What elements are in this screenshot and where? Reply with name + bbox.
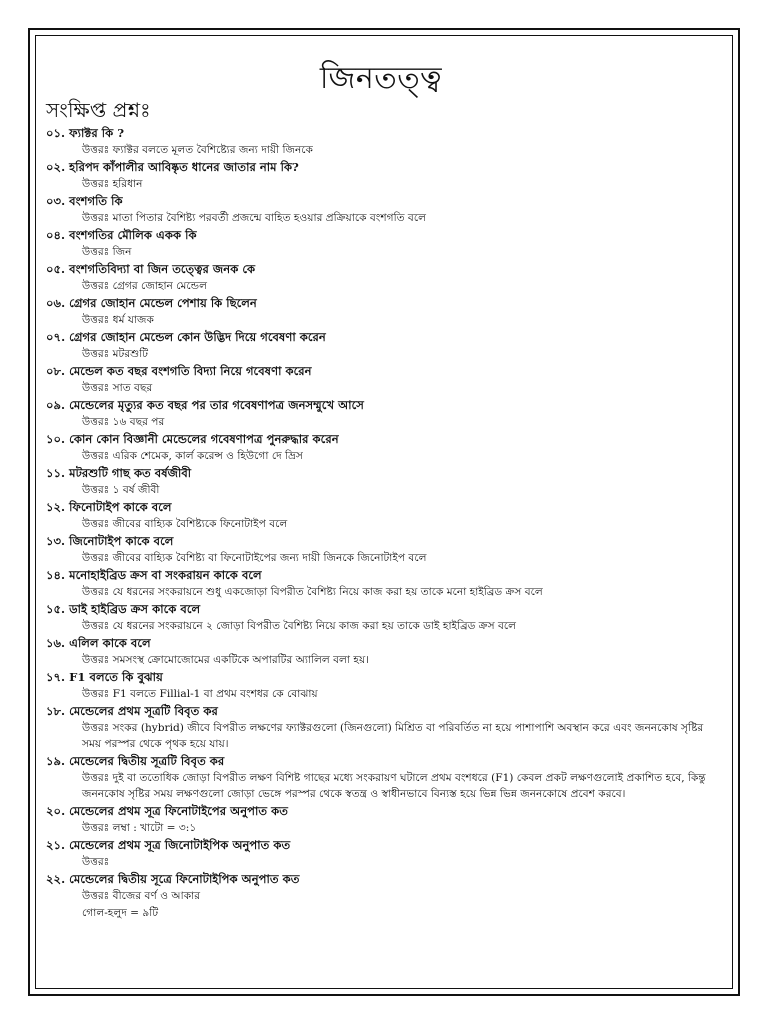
question-number: ০৪. (46, 228, 66, 242)
question-text: মেন্ডেলের প্রথম সূত্র ফিনোটাইপের অনুপাত কত (69, 804, 288, 818)
question (46, 227, 716, 244)
question (46, 871, 716, 888)
question-text: মেন্ডেলের দ্বিতীয় সূত্রে ফিনোটাইপিক অনুপাত কত (69, 872, 300, 886)
answer: উত্তরঃ মটরশুটি (82, 348, 149, 360)
qa-item (46, 329, 716, 362)
question-text: মেন্ডেলের মৃত্যুর কত বছর পর তার গবেষণাপত্র জনসম্মুখে আসে (69, 398, 364, 412)
question (46, 397, 716, 414)
question-text: ফ্যাক্টর কি ? (69, 126, 125, 140)
question-number: ১৩. (46, 534, 66, 548)
qa-item (46, 499, 716, 532)
question-number: ১০. (46, 432, 66, 446)
question (46, 753, 716, 770)
answer: উত্তরঃ F1 বলতে Fillial-1 বা প্রথম বংশধর কে বোঝায় (82, 688, 318, 700)
question-text: মেন্ডেল কত বছর বংশগতি বিদ্যা নিয়ে গবেষণা করেন (69, 364, 312, 378)
question-text: বংশগতির মৌলিক একক কি (69, 228, 197, 242)
qa-item (46, 753, 716, 802)
answer-extra-line: গোল-হলুদ = ৯টি (82, 907, 159, 919)
question (46, 837, 716, 854)
question-number: ১১. (46, 466, 66, 480)
question-text: ডাই হাইব্রিড ক্রস কাকে বলে (69, 602, 201, 616)
question (46, 669, 716, 686)
question-text: বংশগতিবিদ্যা বা জিন তত্ত্বের জনক কে (69, 262, 256, 276)
question-text: গ্রেগর জোহান মেন্ডেল পেশায় কি ছিলেন (69, 296, 257, 310)
question-text: হরিপদ কাঁপালীর আবিষ্কৃত ধানের জাতার নাম কি? (69, 160, 299, 174)
question (46, 499, 716, 516)
qa-item (46, 567, 716, 600)
question-number: ০৯. (46, 398, 66, 412)
answer: উত্তরঃ ১৬ বছর পর (82, 416, 165, 428)
question-number: ০৩. (46, 194, 66, 208)
question-text: মেন্ডেলের প্রথম সূত্রটি বিবৃত কর (69, 704, 218, 718)
qa-item (46, 465, 716, 498)
answer: উত্তরঃ সাত বছর (82, 382, 153, 394)
section-heading: সংক্ষিপ্ত প্রশ্নঃ (46, 98, 151, 122)
answer: উত্তরঃ ধর্ম যাজক (82, 314, 154, 326)
question (46, 295, 716, 312)
question-text: গ্রেগর জোহান মেন্ডেল কোন উদ্ভিদ দিয়ে গবেষণা করেন (69, 330, 326, 344)
question (46, 533, 716, 550)
question (46, 329, 716, 346)
qa-item (46, 837, 716, 870)
question (46, 431, 716, 448)
answer: উত্তরঃ সমসংস্থ ক্রোমোজোমের একটিকে অপারটির অ্যালিল বলা হয়। (82, 654, 369, 666)
qa-list (46, 125, 716, 904)
answer: উত্তরঃ মাতা পিতার বৈশিষ্ট্য পরবর্তী প্রজন্মে বাহিত হওয়ার প্রক্রিয়াকে বংশগতি বলে (82, 212, 426, 224)
answer: উত্তরঃ জীবের বাহ্যিক বৈশিষ্ট্য বা ফিনোটাইপের জন্য দায়ী জিনকে জিনোটাইপ বলে (82, 552, 427, 564)
answer: উত্তরঃ ফ্যাক্টর বলতে মূলত বৈশিষ্ট্যের জন্য দায়ী জিনকে (82, 144, 313, 156)
answer: উত্তরঃ লম্বা : খাটো = ৩:১ (82, 822, 197, 834)
answer: উত্তরঃ যে ধরনের সংকরায়নে শুধু একজোড়া বিপরীত বৈশিষ্ট্য নিয়ে কাজ করা হয় তাকে মনো হাইব্রিড ক্রস বলে (82, 586, 543, 598)
question-number: ০৫. (46, 262, 66, 276)
question-text: মনোহাইব্রিড ক্রস বা সংকরায়ন কাকে বলে (69, 568, 262, 582)
answer: উত্তরঃ ১ বর্ষ জীবী (82, 484, 160, 496)
answer: উত্তরঃ হরিধান (82, 178, 143, 190)
qa-item (46, 703, 716, 752)
answer: উত্তরঃ গ্রেগর জোহান মেন্ডেল (82, 280, 208, 292)
qa-item (46, 635, 716, 668)
question-number: ১৬. (46, 636, 66, 650)
question (46, 803, 716, 820)
question (46, 125, 716, 142)
answer: উত্তরঃ জীবের বাহ্যিক বৈশিষ্ট্যকে ফিনোটাইপ বলে (82, 518, 288, 530)
question-number: ২২. (46, 872, 66, 886)
question-text: মটরশুটি গাছ কত বর্ষজীবী (69, 466, 192, 480)
question-number: ১৭. (46, 670, 66, 684)
question-number: ২০. (46, 804, 66, 818)
question-number: ০৮. (46, 364, 66, 378)
question-number: ১৪. (46, 568, 66, 582)
answer: উত্তরঃ (82, 856, 110, 868)
answer: উত্তরঃ বীজের বর্ণ ও আকার (82, 890, 201, 902)
question-number: ১৮. (46, 704, 66, 718)
qa-item (46, 431, 716, 464)
answer: উত্তরঃ জিন (82, 246, 132, 258)
question-text: মেন্ডেলের প্রথম সূত্র জিনোটাইপিক অনুপাত কত (69, 838, 291, 852)
question-number: ২১. (46, 838, 66, 852)
qa-item (46, 397, 716, 430)
qa-item (46, 261, 716, 294)
document-content (46, 62, 716, 922)
qa-item (46, 803, 716, 836)
qa-item (46, 871, 716, 904)
question (46, 261, 716, 278)
question-text: ফিনোটাইপ কাকে বলে (69, 500, 172, 514)
question (46, 601, 716, 618)
qa-item (46, 227, 716, 260)
answer: উত্তরঃ দুই বা ততোধিক জোড়া বিপরীত লক্ষণ বিশিষ্ট গাছের মধ্যে সংকরায়ণ ঘটালে প্রথম বংশধরে (F1) কেবল প্রকট লক্ষণগুলোই প্রকাশিত হবে, কিন্তু জননকোষ সৃষ্টির সময় লক্ষণগুলো জোড়া ভেঙ্গে পরস্পর থেকে স্বতন্ত্র ও স্বাধীনভাবে বিন্যস্ত হয়ে ভিন্ন ভিন্ন জননকোষে প্রবেশ করবে। (82, 772, 706, 800)
question (46, 703, 716, 720)
question (46, 363, 716, 380)
question (46, 635, 716, 652)
question-number: ০৬. (46, 296, 66, 310)
page-title: জিনতত্ত্ব (319, 61, 443, 96)
question-text: কোন কোন বিজ্ঞানী মেন্ডেলের গবেষণাপত্র পুনরুদ্ধার করেন (69, 432, 339, 446)
answer: উত্তরঃ সংকর (hybrid) জীবে বিপরীত লক্ষণের ফ্যাক্টরগুলো (জিনগুলো) মিশ্রিত বা পরিবর্তিত না হয়ে পাশাপাশি অবস্থান করে এবং জননকোষ সৃষ্টির সময় পরস্পর থেকে পৃথক হয়ে যায়। (82, 722, 704, 750)
answer: উত্তরঃ এরিক শেমেক, কার্ল করেন্স ও হিউগো দে ভ্রিস (82, 450, 303, 462)
question-text: মেন্ডেলের দ্বিতীয় সূত্রটি বিবৃত কর (69, 754, 225, 768)
question-number: ০২. (46, 160, 66, 174)
qa-item (46, 601, 716, 634)
qa-item (46, 193, 716, 226)
qa-item (46, 669, 716, 702)
question-text: F1 বলতে কি বুঝায় (69, 670, 163, 684)
question-text: জিনোটাইপ কাকে বলে (69, 534, 174, 548)
question-number: ০১. (46, 126, 66, 140)
qa-item (46, 363, 716, 396)
qa-item (46, 125, 716, 158)
question (46, 193, 716, 210)
answer: উত্তরঃ যে ধরনের সংকরায়নে ২ জোড়া বিপরীত বৈশিষ্ট্য নিয়ে কাজ করা হয় তাকে ডাই হাইব্রিড ক্রস বলে (82, 620, 517, 632)
question-number: ০৭. (46, 330, 66, 344)
question-text: বংশগতি কি (69, 194, 123, 208)
question (46, 159, 716, 176)
question-number: ১৫. (46, 602, 66, 616)
qa-item (46, 295, 716, 328)
qa-item (46, 533, 716, 566)
qa-item (46, 159, 716, 192)
question-number: ১২. (46, 500, 66, 514)
question (46, 465, 716, 482)
question-text: এলিল কাকে বলে (69, 636, 151, 650)
question-number: ১৯. (46, 754, 66, 768)
question (46, 567, 716, 584)
